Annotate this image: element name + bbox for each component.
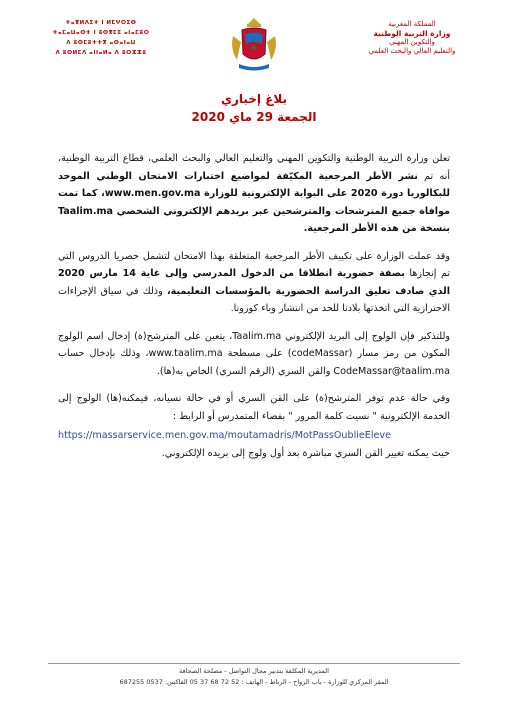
footer xyxy=(48,666,460,688)
paragraph-2 xyxy=(58,248,450,318)
document-body xyxy=(58,150,450,472)
footer-divider xyxy=(48,663,460,664)
document-title: بلاغ إخباري xyxy=(220,92,288,106)
header-ministry-block xyxy=(342,20,482,56)
paragraph-1-bold: نشر الأطر المرجعية المكيّفة لمواضيع اختبارات الامتحان الوطني الموحد للبكالوريا دورة 2020 على البوابة الإلكترونية للوزارة www.men.gov.ma، كما تمت موافاة جميع المترشحات والمترشحين عبر بريدهم الإلكتروني الشخصي Taalim.ma بنسخة من هذه الأطر المرجعية. xyxy=(58,170,450,234)
header-ministry-line: والتعليم العالي والبحث العلمي xyxy=(368,47,456,55)
document-date: الجمعة 29 ماي 2020 xyxy=(191,110,317,124)
header-tifinagh-line: ⴷ ⵓⵙⵎⵓⵜⵜⴳ ⴰⵙⴰⵏⴰⵡ xyxy=(66,40,136,46)
header-tifinagh-line: ⵜⴰⵎⴰⵡⴰⵙⵜ ⵏ ⵓⵙⴳⵎⵉ ⴰⵏⴰⵎⵓⵔ xyxy=(52,30,150,36)
header-tifinagh-block xyxy=(26,18,176,58)
password-reset-link[interactable]: https://massarservice.men.gov.ma/moutamadris/MotPassOublieEleve xyxy=(58,430,392,441)
paragraph-1 xyxy=(58,150,450,238)
header-tifinagh-line: ⴷ ⵓⵙⵍⵎⴷ ⴰⵏⵏⴰⵍⴰ ⴷ ⵓⵔⵣⵣⵓ xyxy=(55,50,147,56)
paragraph-1-text: تعلن وزارة التربية الوطنية والتكوين المهني والتعليم العالي والبحث العلمي، قطاع التربية الوطنية، أنه تم xyxy=(58,153,450,182)
header-ministry-line: وزارة التربية الوطنية xyxy=(373,29,451,38)
paragraph-2-text-a: وقد عملت الوزارة على تكييف الأطر المرجعية المتعلقة بهذا الامتحان لتشمل حصريا الدروس التي تم إنجازها xyxy=(58,250,451,279)
paragraph-3: وللتذكير فإن الولوج إلى البريد الإلكتروني Taalim.ma، يتعين على المترشح(ة) إدخال اسم الولوج المكون من رمز مسار (codeMassar) على مسطحة www.taalim.ma، وذلك بإدخال حساب CodeMassar@taalim.ma والقن السري (الرقم السري) الخاص به(ها). xyxy=(58,330,450,377)
moroccan-coat-of-arms-emblem xyxy=(227,14,281,74)
paragraph-2-bold: بصفة حضورية انطلاقا من الدخول المدرسي وإلى غاية 14 مارس 2020 الذي صادف تعليق الدراسة الحضورية بالمؤسسات التعليمية، xyxy=(58,268,450,297)
paragraph-2-text-b: وذلك في سياق الإجراءات الاحترازية التي اتخذتها بلادنا للحد من انتشار وباء كورونا. xyxy=(58,285,450,314)
header-ministry-line: والتكوين المهني xyxy=(389,38,435,46)
header-ministry-line: المملكة المغربية xyxy=(388,20,436,28)
document-titles xyxy=(0,90,508,126)
footer-line-2: المقر المركزي للوزارة - باب الرواح - الرباط - الهاتف : 52 72 68 37 05 الفاكس: 0537 687255 xyxy=(119,678,389,686)
header-tifinagh-line: ⵜⴰⴳⵍⴷⵉⵜ ⵏ ⵍⵎⵖⵔⵉⴱ xyxy=(65,20,137,26)
paragraph-5: حيث يمكنه تغيير القن السري مباشرة بعد أول ولوج إلى بريده الإلكتروني. xyxy=(161,447,450,459)
paragraph-4: وفي حالة عدم توفر المترشح(ة) على القن السري أو في حالة نسيانه، فيمكنه(ها) الولوج إلى الخدمة الإلكترونية " نسيت كلمة المرور " بفضاء المتمدرس أو الرابط : xyxy=(58,393,450,422)
footer-line-1: المديرية المكلفة بتدبير مجال التواصل - مصلحة الصحافة xyxy=(179,667,329,675)
